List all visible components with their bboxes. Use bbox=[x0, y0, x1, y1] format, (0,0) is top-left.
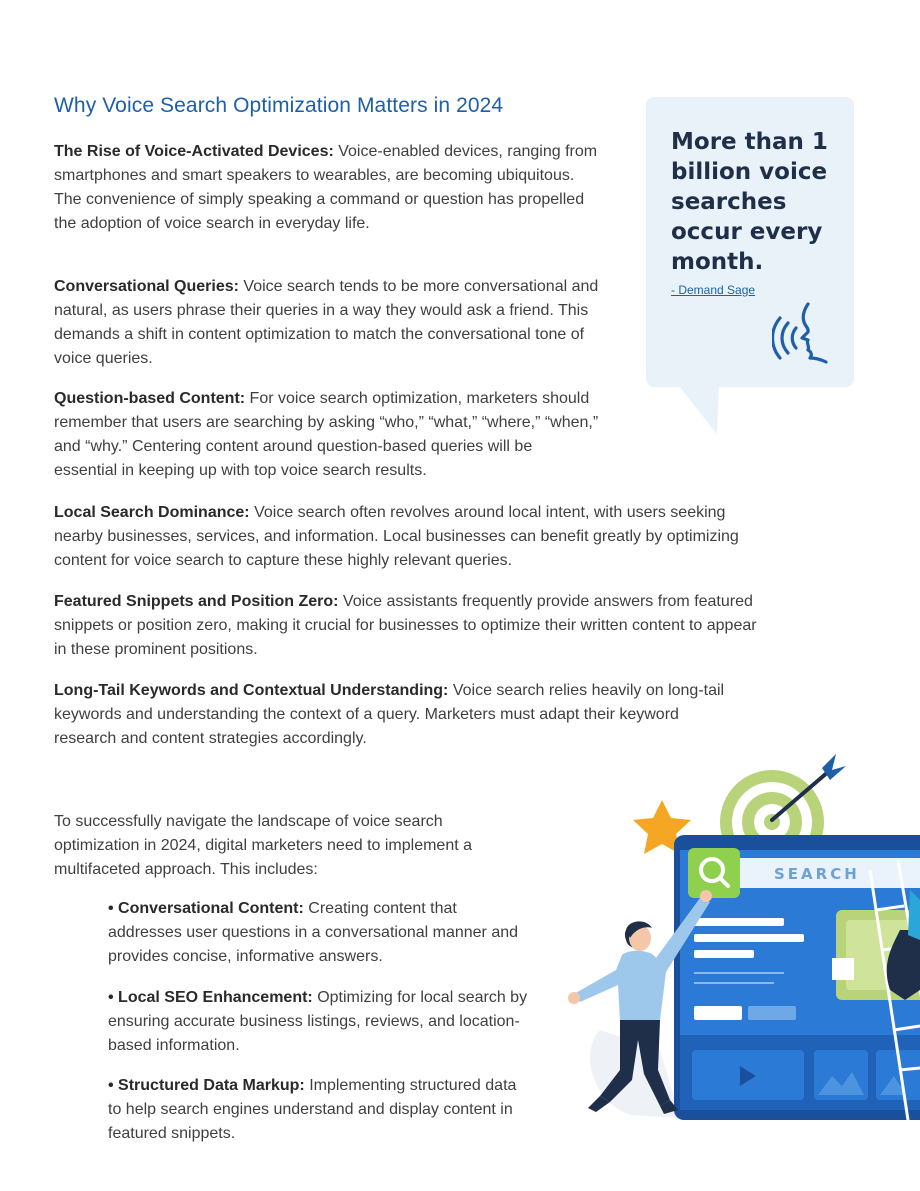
section-long-tail bbox=[54, 679, 744, 751]
section-body: Voice search relies heavily on long-tail keywords and understanding the context of a query. Marketers must adapt their keyword research and content strategies accordingly. bbox=[54, 682, 725, 747]
section-question-based bbox=[54, 387, 599, 483]
section-body: Voice assistants frequently provide answers from featured snippets or position zero, making it crucial for businesses to optimize their written content to appear in these prominent positions. bbox=[54, 593, 757, 658]
bullet-marker: • bbox=[108, 989, 119, 1006]
section-heading: The Rise of Voice-Activated Devices: bbox=[54, 143, 334, 160]
bullet-heading: Conversational Content: bbox=[118, 900, 304, 917]
section-heading: Question-based Content: bbox=[54, 390, 246, 407]
quote-source-link[interactable]: - Demand Sage bbox=[671, 283, 756, 297]
bullet-heading: Structured Data Markup: bbox=[118, 1077, 305, 1094]
section-featured-snippets bbox=[54, 590, 759, 662]
intro-paragraph: To successfully navigate the landscape of voice search optimization in 2024, digital marketers need to implement a multifaceted approach. This includes: bbox=[54, 813, 472, 878]
quote-text: More than 1 billion voice searches occur every month. bbox=[671, 129, 828, 275]
speaking-head-icon bbox=[772, 300, 840, 366]
bullet-item bbox=[108, 986, 528, 1058]
section-heading: Local Search Dominance: bbox=[54, 504, 250, 521]
search-bar-label: SEARCH bbox=[774, 865, 860, 883]
bullet-marker: • bbox=[108, 900, 119, 917]
bullet-body: Creating content that addresses user questions in a conversational manner and provides concise, informative answers. bbox=[108, 900, 519, 965]
quote-card-tail bbox=[679, 386, 719, 434]
bullet-item bbox=[108, 1074, 528, 1146]
bullet-body: Implementing structured data to help search engines understand and display content in featured snippets. bbox=[108, 1077, 517, 1142]
section-heading: Featured Snippets and Position Zero: bbox=[54, 593, 339, 610]
section-conversational bbox=[54, 275, 599, 371]
section-devices bbox=[54, 140, 599, 236]
section-body: Voice-enabled devices, ranging from smartphones and smart speakers to wearables, are becoming ubiquitous. The convenience of simply speaking a command or question has propelled the adoption of voice search in everyday life. bbox=[54, 143, 598, 232]
bullet-body: Optimizing for local search by ensuring accurate business listings, reviews, and location-based information. bbox=[108, 989, 528, 1054]
bullet-marker: • bbox=[108, 1077, 119, 1094]
voice-search-illustration bbox=[560, 750, 920, 1130]
section-local-search bbox=[54, 501, 774, 573]
page-title: Why Voice Search Optimization Matters in 2024 bbox=[54, 94, 504, 117]
bullet-heading: Local SEO Enhancement: bbox=[118, 989, 313, 1006]
bullet-item bbox=[108, 897, 528, 969]
section-heading: Long-Tail Keywords and Contextual Understanding: bbox=[54, 682, 449, 699]
section-body: For voice search optimization, marketers should remember that users are searching by asking “who,” “what,” “where,” “when,” and “why.” Centering content around question-based queries will be essential in keeping up with top voice search results. bbox=[54, 390, 599, 479]
search-tile bbox=[688, 848, 740, 898]
section-body: Voice search often revolves around local intent, with users seeking nearby businesses, services, and information. Local businesses can benefit greatly by optimizing content for voice search to capture these highly relevant queries. bbox=[54, 504, 739, 569]
section-body: Voice search tends to be more conversational and natural, as users phrase their queries in a way they would ask a friend. This demands a shift in content optimization to match the conversational tone of voice queries. bbox=[54, 278, 599, 367]
section-heading: Conversational Queries: bbox=[54, 278, 239, 295]
